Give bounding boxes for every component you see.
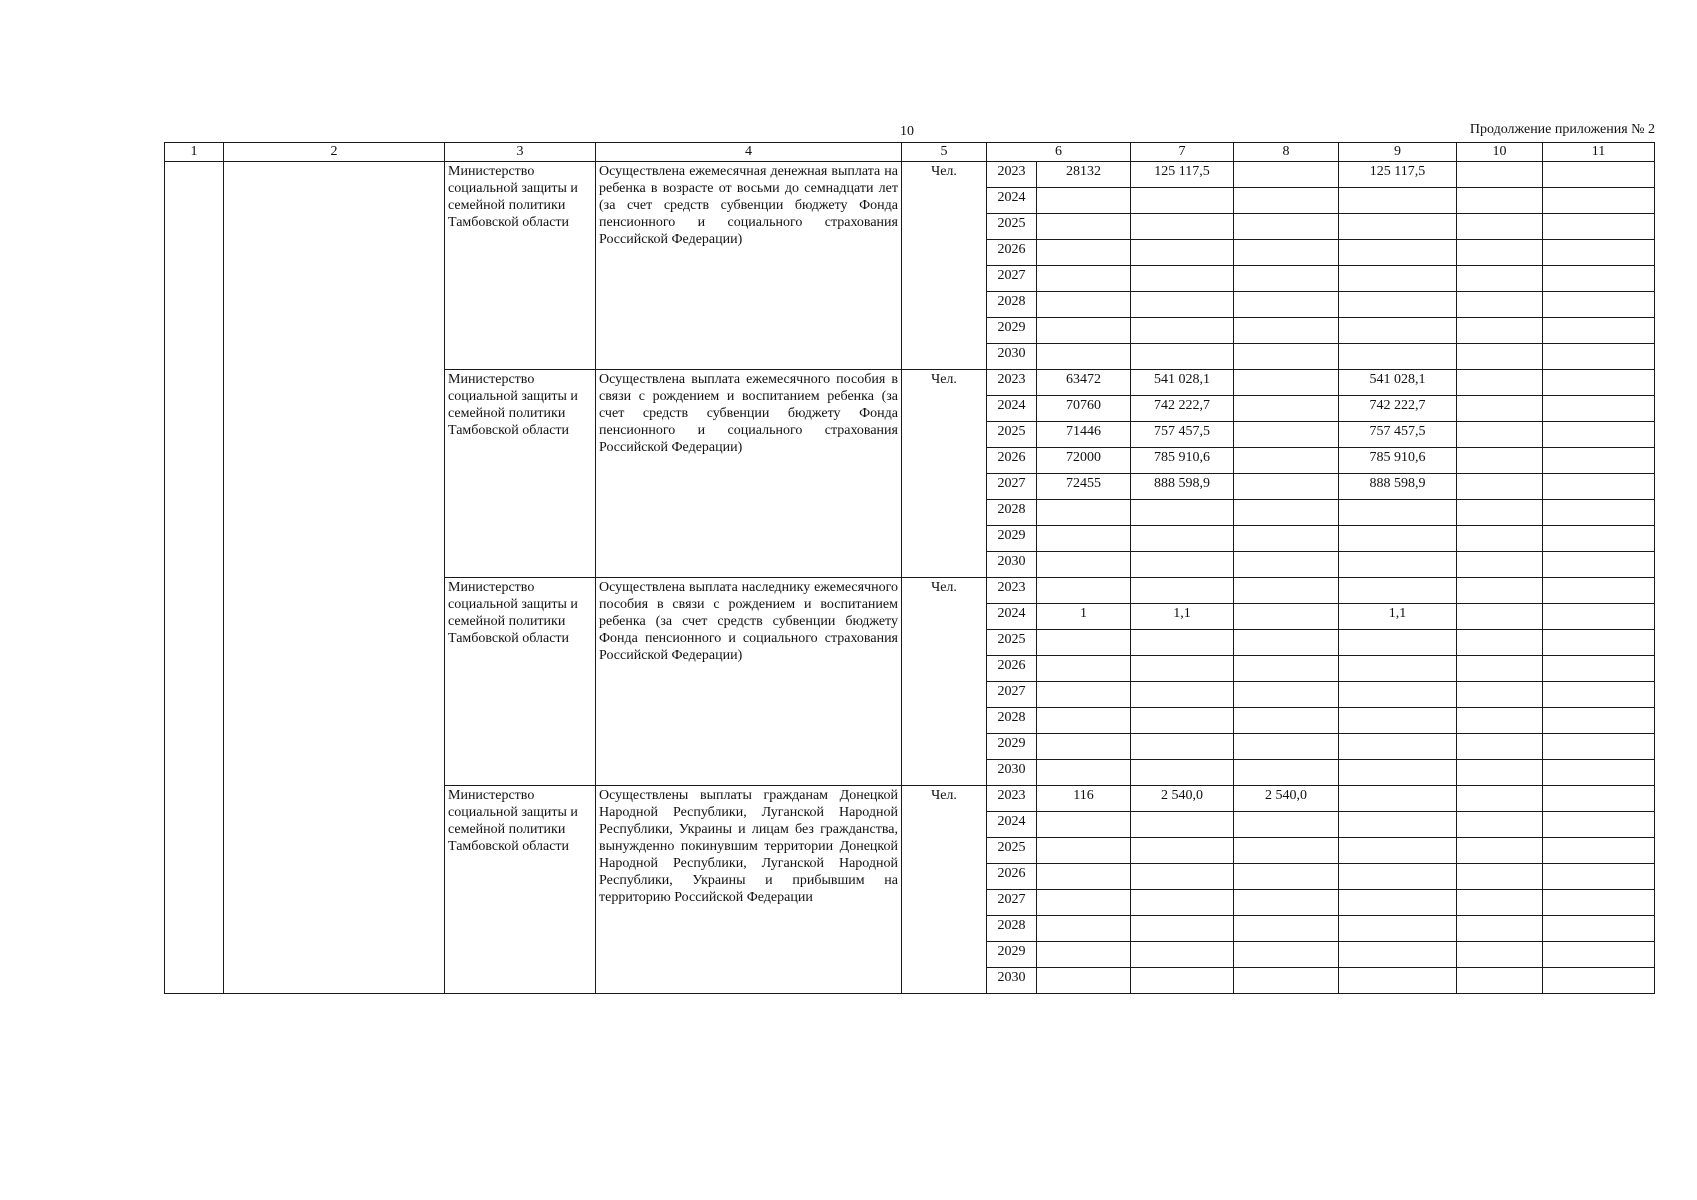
year-cell: 2026 [987,448,1037,474]
value-cell-7 [1131,344,1234,370]
value-cell-11 [1543,396,1655,422]
year-cell: 2028 [987,292,1037,318]
value-cell-8 [1234,188,1339,214]
value-cell-10 [1457,552,1543,578]
year-cell: 2024 [987,396,1037,422]
year-cell: 2025 [987,838,1037,864]
year-cell: 2029 [987,734,1037,760]
value-cell-8 [1234,630,1339,656]
value-cell-7 [1131,656,1234,682]
value-cell-7 [1131,630,1234,656]
value-cell-8 [1234,812,1339,838]
page-number: 10 [900,124,914,139]
description-cell: Осуществлена выплата ежемесячного пособия в связи с рождением и воспитанием ребенка (за счет средств субвенции бюджету Фонда пенсионного и социального страхования Российской Федерации) [596,370,902,578]
year-cell: 2027 [987,474,1037,500]
value-cell-7 [1131,838,1234,864]
value-cell-6 [1037,292,1131,318]
value-cell-9 [1339,344,1457,370]
value-cell-7 [1131,526,1234,552]
value-cell-7 [1131,240,1234,266]
year-cell: 2027 [987,682,1037,708]
value-cell-10 [1457,396,1543,422]
table-row [165,162,1655,188]
value-cell-9 [1339,552,1457,578]
value-cell-8 [1234,318,1339,344]
value-cell-7 [1131,500,1234,526]
year-cell: 2029 [987,526,1037,552]
value-cell-9 [1339,760,1457,786]
value-cell-10 [1457,734,1543,760]
value-cell-10 [1457,890,1543,916]
value-cell-10 [1457,162,1543,188]
value-cell-7 [1131,266,1234,292]
value-cell-7: 541 028,1 [1131,370,1234,396]
value-cell-8 [1234,838,1339,864]
value-cell-11 [1543,526,1655,552]
value-cell-8 [1234,942,1339,968]
value-cell-11 [1543,682,1655,708]
year-cell: 2027 [987,266,1037,292]
value-cell-7: 2 540,0 [1131,786,1234,812]
value-cell-9: 757 457,5 [1339,422,1457,448]
value-cell-11 [1543,968,1655,994]
value-cell-10 [1457,292,1543,318]
value-cell-8 [1234,734,1339,760]
value-cell-8 [1234,396,1339,422]
value-cell-10 [1457,656,1543,682]
value-cell-6 [1037,318,1131,344]
value-cell-10 [1457,942,1543,968]
value-cell-9 [1339,968,1457,994]
year-cell: 2030 [987,344,1037,370]
value-cell-8 [1234,500,1339,526]
value-cell-7: 125 117,5 [1131,162,1234,188]
value-cell-11 [1543,474,1655,500]
value-cell-7: 1,1 [1131,604,1234,630]
value-cell-10 [1457,474,1543,500]
value-cell-11 [1543,786,1655,812]
value-cell-8 [1234,656,1339,682]
year-cell: 2024 [987,812,1037,838]
value-cell-11 [1543,942,1655,968]
ministry-cell: Министерство социальной защиты и семейной политики Тамбовской области [445,370,596,578]
value-cell-7 [1131,916,1234,942]
year-cell: 2023 [987,370,1037,396]
value-cell-6 [1037,214,1131,240]
value-cell-9: 125 117,5 [1339,162,1457,188]
description-cell: Осуществлена выплата наследнику ежемесячного пособия в связи с рождением и воспитанием ребенка (за счет средств субвенции бюджету Фонда пенсионного и социального страхования Российской Федерации) [596,578,902,786]
value-cell-9 [1339,500,1457,526]
value-cell-6 [1037,578,1131,604]
header-col-8: 8 [1234,143,1339,162]
value-cell-9 [1339,240,1457,266]
year-cell: 2026 [987,240,1037,266]
value-cell-8 [1234,604,1339,630]
value-cell-7 [1131,890,1234,916]
header-col-5: 5 [902,143,987,162]
value-cell-11 [1543,760,1655,786]
value-cell-11 [1543,812,1655,838]
year-cell: 2030 [987,760,1037,786]
value-cell-9 [1339,942,1457,968]
value-cell-6 [1037,188,1131,214]
value-cell-11 [1543,214,1655,240]
value-cell-11 [1543,604,1655,630]
year-cell: 2023 [987,162,1037,188]
description-cell: Осуществлена ежемесячная денежная выплата на ребенка в возрасте от восьми до семнадцати лет (за счет средств субвенции бюджету Фонда пенсионного и социального страхования Российской Федерации) [596,162,902,370]
value-cell-7: 742 222,7 [1131,396,1234,422]
value-cell-11 [1543,292,1655,318]
value-cell-11 [1543,370,1655,396]
value-cell-7 [1131,942,1234,968]
value-cell-8 [1234,526,1339,552]
value-cell-6: 70760 [1037,396,1131,422]
value-cell-10 [1457,838,1543,864]
value-cell-9 [1339,526,1457,552]
value-cell-9: 888 598,9 [1339,474,1457,500]
value-cell-8 [1234,552,1339,578]
unit-cell: Чел. [902,162,987,370]
value-cell-8 [1234,448,1339,474]
value-cell-6: 63472 [1037,370,1131,396]
value-cell-6 [1037,526,1131,552]
value-cell-11 [1543,240,1655,266]
value-cell-6 [1037,630,1131,656]
value-cell-9 [1339,318,1457,344]
value-cell-8 [1234,916,1339,942]
description-cell: Осуществлены выплаты гражданам Донецкой Народной Республики, Луганской Народной Республики, Украины и лицам без гражданства, вынужденно покинувшим территории Донецкой Народной Республики, Луганской Народной Республики, Украины и прибывшим на территорию Российской Федерации [596,786,902,994]
value-cell-11 [1543,630,1655,656]
value-cell-10 [1457,500,1543,526]
value-cell-8 [1234,214,1339,240]
value-cell-7: 785 910,6 [1131,448,1234,474]
header-col-9: 9 [1339,143,1457,162]
value-cell-6 [1037,812,1131,838]
value-cell-10 [1457,240,1543,266]
value-cell-7 [1131,708,1234,734]
value-cell-11 [1543,890,1655,916]
value-cell-9 [1339,916,1457,942]
value-cell-10 [1457,214,1543,240]
year-cell: 2028 [987,500,1037,526]
value-cell-6 [1037,240,1131,266]
value-cell-10 [1457,188,1543,214]
value-cell-8 [1234,344,1339,370]
value-cell-7 [1131,188,1234,214]
value-cell-6 [1037,266,1131,292]
year-cell: 2025 [987,630,1037,656]
value-cell-6 [1037,552,1131,578]
value-cell-9 [1339,812,1457,838]
value-cell-11 [1543,318,1655,344]
year-cell: 2026 [987,864,1037,890]
value-cell-10 [1457,916,1543,942]
year-cell: 2024 [987,604,1037,630]
value-cell-11 [1543,552,1655,578]
value-cell-8 [1234,422,1339,448]
value-cell-11 [1543,422,1655,448]
value-cell-6 [1037,656,1131,682]
value-cell-10 [1457,682,1543,708]
year-cell: 2029 [987,942,1037,968]
header-col-4: 4 [596,143,902,162]
value-cell-9 [1339,630,1457,656]
value-cell-6: 28132 [1037,162,1131,188]
value-cell-8: 2 540,0 [1234,786,1339,812]
value-cell-9: 1,1 [1339,604,1457,630]
value-cell-11 [1543,266,1655,292]
value-cell-11 [1543,838,1655,864]
value-cell-6 [1037,760,1131,786]
value-cell-7 [1131,682,1234,708]
value-cell-8 [1234,864,1339,890]
value-cell-10 [1457,448,1543,474]
unit-cell: Чел. [902,578,987,786]
header-col-7: 7 [1131,143,1234,162]
col-1-cell [165,162,224,994]
year-cell: 2030 [987,968,1037,994]
value-cell-9: 785 910,6 [1339,448,1457,474]
year-cell: 2026 [987,656,1037,682]
value-cell-6 [1037,344,1131,370]
year-cell: 2027 [987,890,1037,916]
value-cell-9 [1339,656,1457,682]
value-cell-8 [1234,240,1339,266]
value-cell-9: 541 028,1 [1339,370,1457,396]
value-cell-10 [1457,812,1543,838]
value-cell-11 [1543,656,1655,682]
value-cell-9 [1339,864,1457,890]
value-cell-10 [1457,578,1543,604]
value-cell-6: 72455 [1037,474,1131,500]
col-2-cell [224,162,445,994]
value-cell-10 [1457,526,1543,552]
value-cell-6 [1037,968,1131,994]
header-col-1: 1 [165,143,224,162]
header-col-6: 6 [987,143,1131,162]
year-cell: 2024 [987,188,1037,214]
value-cell-11 [1543,162,1655,188]
year-cell: 2029 [987,318,1037,344]
value-cell-10 [1457,708,1543,734]
value-cell-11 [1543,344,1655,370]
value-cell-9 [1339,708,1457,734]
header-col-10: 10 [1457,143,1543,162]
value-cell-7 [1131,760,1234,786]
value-cell-7 [1131,812,1234,838]
year-cell: 2023 [987,578,1037,604]
value-cell-10 [1457,344,1543,370]
value-cell-11 [1543,916,1655,942]
unit-cell: Чел. [902,370,987,578]
value-cell-10 [1457,786,1543,812]
value-cell-11 [1543,448,1655,474]
value-cell-9 [1339,682,1457,708]
value-cell-10 [1457,318,1543,344]
value-cell-11 [1543,708,1655,734]
value-cell-9 [1339,188,1457,214]
value-cell-8 [1234,968,1339,994]
value-cell-7 [1131,214,1234,240]
value-cell-10 [1457,370,1543,396]
value-cell-8 [1234,708,1339,734]
value-cell-6: 1 [1037,604,1131,630]
value-cell-9 [1339,838,1457,864]
ministry-cell: Министерство социальной защиты и семейной политики Тамбовской области [445,162,596,370]
value-cell-10 [1457,968,1543,994]
year-cell: 2025 [987,214,1037,240]
value-cell-7 [1131,734,1234,760]
value-cell-8 [1234,682,1339,708]
value-cell-8 [1234,266,1339,292]
value-cell-9 [1339,292,1457,318]
value-cell-6 [1037,864,1131,890]
value-cell-6 [1037,838,1131,864]
value-cell-10 [1457,630,1543,656]
unit-cell: Чел. [902,786,987,994]
year-cell: 2023 [987,786,1037,812]
value-cell-9 [1339,266,1457,292]
value-cell-6: 72000 [1037,448,1131,474]
continuation-label: Продолжение приложения № 2 [1469,122,1655,137]
value-cell-7 [1131,318,1234,344]
value-cell-10 [1457,760,1543,786]
value-cell-7 [1131,292,1234,318]
header-col-11: 11 [1543,143,1655,162]
ministry-cell: Министерство социальной защиты и семейной политики Тамбовской области [445,786,596,994]
value-cell-8 [1234,370,1339,396]
value-cell-6 [1037,734,1131,760]
value-cell-8 [1234,578,1339,604]
value-cell-7 [1131,864,1234,890]
value-cell-6 [1037,916,1131,942]
value-cell-6 [1037,708,1131,734]
value-cell-9 [1339,890,1457,916]
value-cell-7: 757 457,5 [1131,422,1234,448]
program-table [164,142,1655,994]
header-col-3: 3 [445,143,596,162]
value-cell-8 [1234,890,1339,916]
value-cell-6 [1037,682,1131,708]
value-cell-7: 888 598,9 [1131,474,1234,500]
value-cell-8 [1234,760,1339,786]
value-cell-6: 116 [1037,786,1131,812]
value-cell-11 [1543,864,1655,890]
value-cell-10 [1457,604,1543,630]
year-cell: 2028 [987,708,1037,734]
value-cell-8 [1234,292,1339,318]
value-cell-6: 71446 [1037,422,1131,448]
year-cell: 2028 [987,916,1037,942]
value-cell-8 [1234,474,1339,500]
year-cell: 2030 [987,552,1037,578]
value-cell-10 [1457,864,1543,890]
value-cell-10 [1457,266,1543,292]
value-cell-6 [1037,500,1131,526]
value-cell-7 [1131,552,1234,578]
value-cell-9 [1339,786,1457,812]
value-cell-6 [1037,890,1131,916]
value-cell-9 [1339,734,1457,760]
value-cell-11 [1543,500,1655,526]
year-cell: 2025 [987,422,1037,448]
value-cell-11 [1543,188,1655,214]
value-cell-9 [1339,214,1457,240]
value-cell-8 [1234,162,1339,188]
value-cell-7 [1131,968,1234,994]
value-cell-11 [1543,734,1655,760]
value-cell-9: 742 222,7 [1339,396,1457,422]
header-row [165,143,1655,162]
value-cell-11 [1543,578,1655,604]
value-cell-7 [1131,578,1234,604]
value-cell-10 [1457,422,1543,448]
ministry-cell: Министерство социальной защиты и семейной политики Тамбовской области [445,578,596,786]
value-cell-6 [1037,942,1131,968]
header-col-2: 2 [224,143,445,162]
value-cell-9 [1339,578,1457,604]
